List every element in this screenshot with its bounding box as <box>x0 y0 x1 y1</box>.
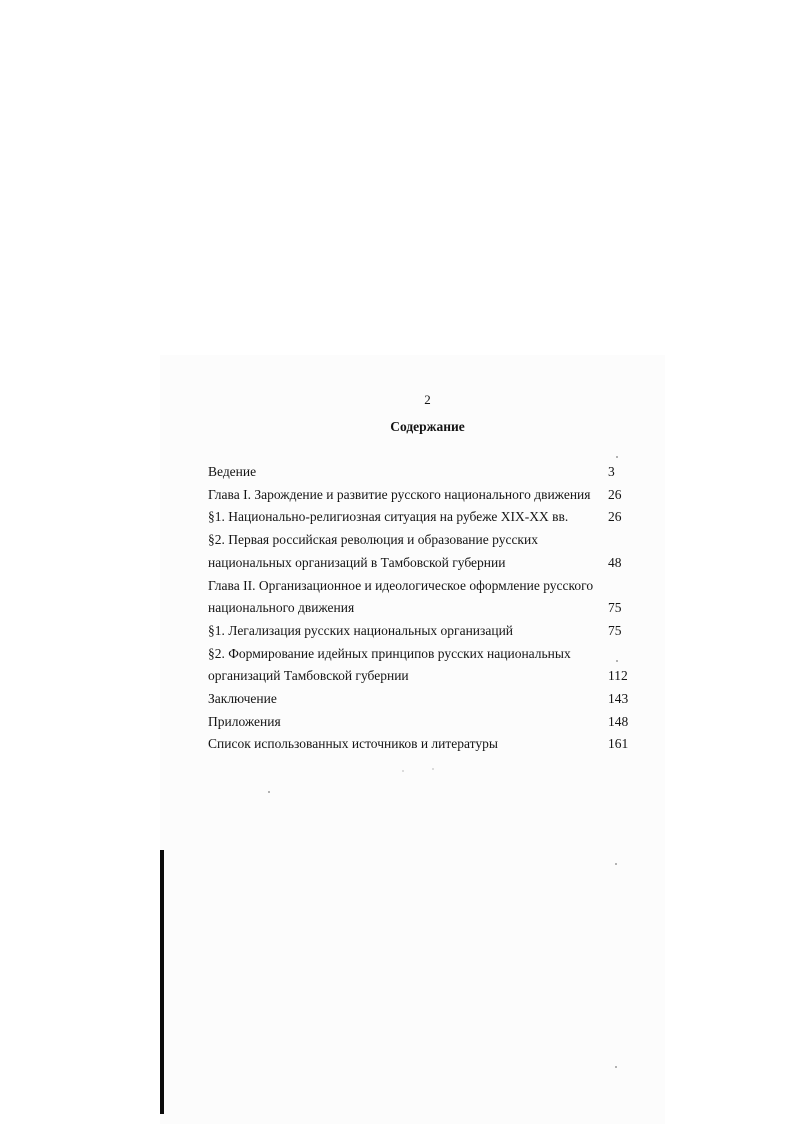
toc-entry-title: Глава II. Организационное и идеологическое оформление русского национального движения <box>208 577 594 616</box>
toc-entry-page: 48 <box>608 554 622 570</box>
table-of-contents <box>208 461 638 756</box>
toc-entry-page: 75 <box>608 600 622 616</box>
page-number: 2 <box>424 392 431 407</box>
toc-entry <box>208 620 638 643</box>
toc-entry-title: §2. Первая российская революция и образование русских национальных организаций в Тамбовской губернии <box>208 532 538 570</box>
toc-entry <box>208 733 638 756</box>
toc-entry <box>208 643 638 688</box>
toc-entry-title: Заключение <box>208 691 277 707</box>
toc-entry <box>208 461 638 484</box>
toc-entry-page: 112 <box>608 668 628 684</box>
binding-edge-shadow <box>160 850 164 1114</box>
scan-speck <box>615 1066 617 1068</box>
toc-entry-page: 143 <box>608 691 629 707</box>
toc-entry-title: Ведение <box>208 464 257 479</box>
toc-entry-title: Приложения <box>208 713 281 729</box>
toc-entry-title: Глава I. Зарождение и развитие русского национального движения <box>208 486 591 502</box>
toc-entry <box>208 688 638 711</box>
scan-speck <box>616 456 618 458</box>
scan-speck <box>432 768 434 770</box>
scan-speck <box>268 791 270 793</box>
toc-entry <box>208 484 638 507</box>
toc-entry-page: 26 <box>608 509 622 525</box>
toc-entry-page: 75 <box>608 622 622 638</box>
toc-entry-page: 26 <box>608 486 622 502</box>
toc-title: Содержание <box>390 419 465 434</box>
toc-entry <box>208 506 638 529</box>
scan-speck <box>615 863 617 865</box>
toc-entry-title: §1. Национально-религиозная ситуация на рубеже XIX-XX вв. <box>208 509 569 525</box>
toc-entry-page: 161 <box>608 736 629 752</box>
toc-entry <box>208 575 638 620</box>
toc-entry <box>208 711 638 734</box>
scan-speck <box>616 660 618 662</box>
toc-entry-title: §2. Формирование идейных принципов русских национальных организаций Тамбовской губернии <box>208 645 571 684</box>
toc-entry-title: Список использованных источников и литературы <box>208 736 498 752</box>
scan-speck <box>402 770 404 772</box>
toc-entry-page: 148 <box>608 713 629 729</box>
toc-entry-title: §1. Легализация русских национальных организаций <box>208 622 514 638</box>
toc-entry <box>208 529 638 574</box>
toc-entry-page: 3 <box>608 464 615 479</box>
